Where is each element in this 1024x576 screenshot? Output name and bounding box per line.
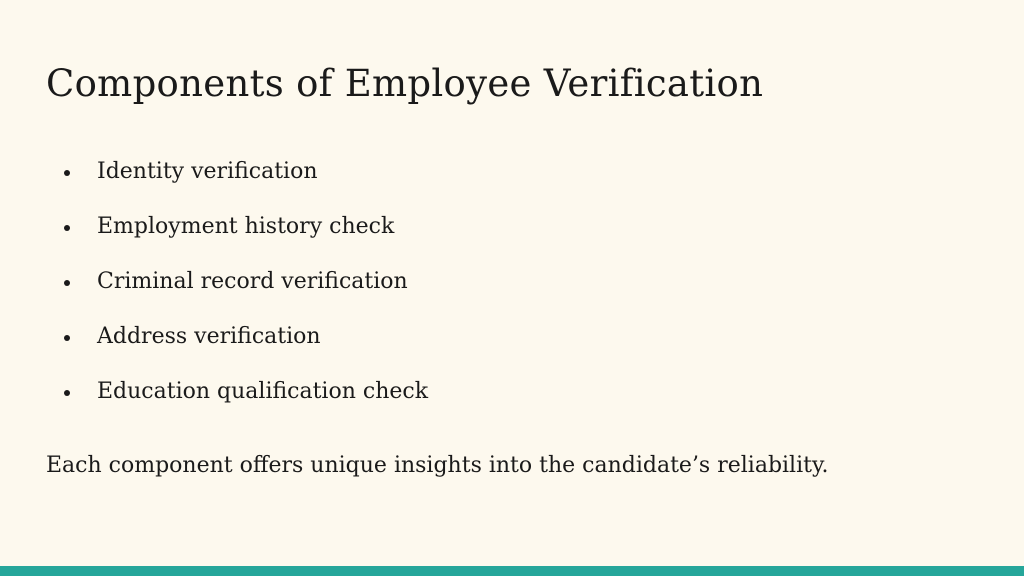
bullet-item-identity — [46, 152, 428, 207]
bullet-dot-icon — [64, 390, 70, 396]
bullet-dot-icon — [64, 170, 70, 176]
bullet-text: Education qualification check — [97, 379, 429, 404]
bullet-item-address — [46, 317, 428, 372]
bullet-text: Address verification — [97, 324, 321, 349]
bullet-text: Identity verification — [97, 159, 318, 184]
summary-text: Each component offers unique insights into the candidate’s reliability. — [46, 453, 829, 478]
bullet-text: Employment history check — [97, 214, 395, 239]
bullet-item-employment — [46, 207, 428, 262]
bullet-dot-icon — [64, 280, 70, 286]
bullet-dot-icon — [64, 335, 70, 341]
bullet-list — [46, 152, 428, 427]
bullet-text: Criminal record verification — [97, 269, 408, 294]
bullet-item-education — [46, 372, 428, 427]
bullet-dot-icon — [64, 225, 70, 231]
bullet-item-criminal — [46, 262, 428, 317]
footer-accent-bar — [0, 566, 1024, 576]
slide-title: Components of Employee Verification — [46, 62, 764, 105]
